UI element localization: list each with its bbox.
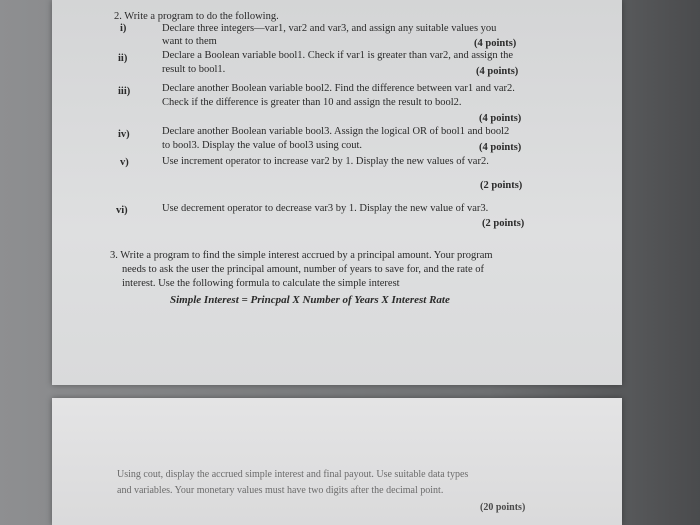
q2-item-5-points: (2 points) [480, 180, 523, 191]
q2-item-3-points: (4 points) [479, 113, 522, 124]
q2-item-2-line-1: Declare a Boolean variable bool1. Check if var1 is greater than var2, and assign the [162, 50, 514, 61]
worksheet-page-2 [52, 398, 622, 525]
q2-item-3-line-1: Declare another Boolean variable bool2. Find the difference between var1 and var2. [162, 83, 515, 94]
q2-item-6-points: (2 points) [482, 218, 525, 229]
q3-line-1: 3. Write a program to find the simple interest accrued by a principal amount. Your program [110, 250, 493, 261]
q2-item-6-numeral: vi) [116, 205, 128, 216]
worksheet-page-1 [52, 0, 622, 385]
q3-line-3: interest. Use the following formula to calculate the simple interest [122, 278, 400, 289]
q2-item-1-numeral: i) [120, 23, 127, 34]
q2-item-4-line-2: to bool3. Display the value of bool3 using cout. [162, 140, 363, 151]
q2-item-5-line-1: Use increment operator to increase var2 by 1. Display the new values of var2. [162, 156, 489, 167]
q2-item-3-numeral: iii) [118, 86, 131, 97]
q3-cont-points: (20 points) [480, 502, 526, 513]
q2-item-4-numeral: iv) [118, 129, 130, 140]
q3-cont-line-2: and variables. Your monetary values must have two digits after the decimal point. [117, 485, 444, 496]
q3-line-2: needs to ask the user the principal amount, number of years to save for, and the rate of [122, 264, 484, 275]
q2-item-4-line-1: Declare another Boolean variable bool3. Assign the logical OR of bool1 and bool2 [162, 126, 510, 137]
q2-item-2-line-2: result to bool1. [162, 64, 226, 75]
q2-item-1-line-2: want to them [162, 36, 217, 47]
q2-item-5-numeral: v) [120, 157, 129, 168]
q2-item-4-points: (4 points) [479, 142, 522, 153]
q2-item-2-points: (4 points) [476, 66, 519, 77]
q3-cont-line-1: Using cout, display the accrued simple interest and final payout. Use suitable data types [117, 469, 469, 480]
q2-item-6-line-1: Use decrement operator to decrease var3 by 1. Display the new value of var3. [162, 203, 489, 214]
q2-item-3-line-2: Check if the difference is greater than 10 and assign the result to bool2. [162, 97, 462, 108]
q2-item-1-line-1: Declare three integers—var1, var2 and var3, and assign any suitable values you [162, 23, 497, 34]
q3-formula: Simple Interest = Princpal X Number of Years X Interest Rate [170, 294, 450, 306]
q2-item-1-points: (4 points) [474, 38, 517, 49]
q2-item-2-numeral: ii) [118, 53, 128, 64]
q2-heading: 2. Write a program to do the following. [114, 11, 279, 22]
